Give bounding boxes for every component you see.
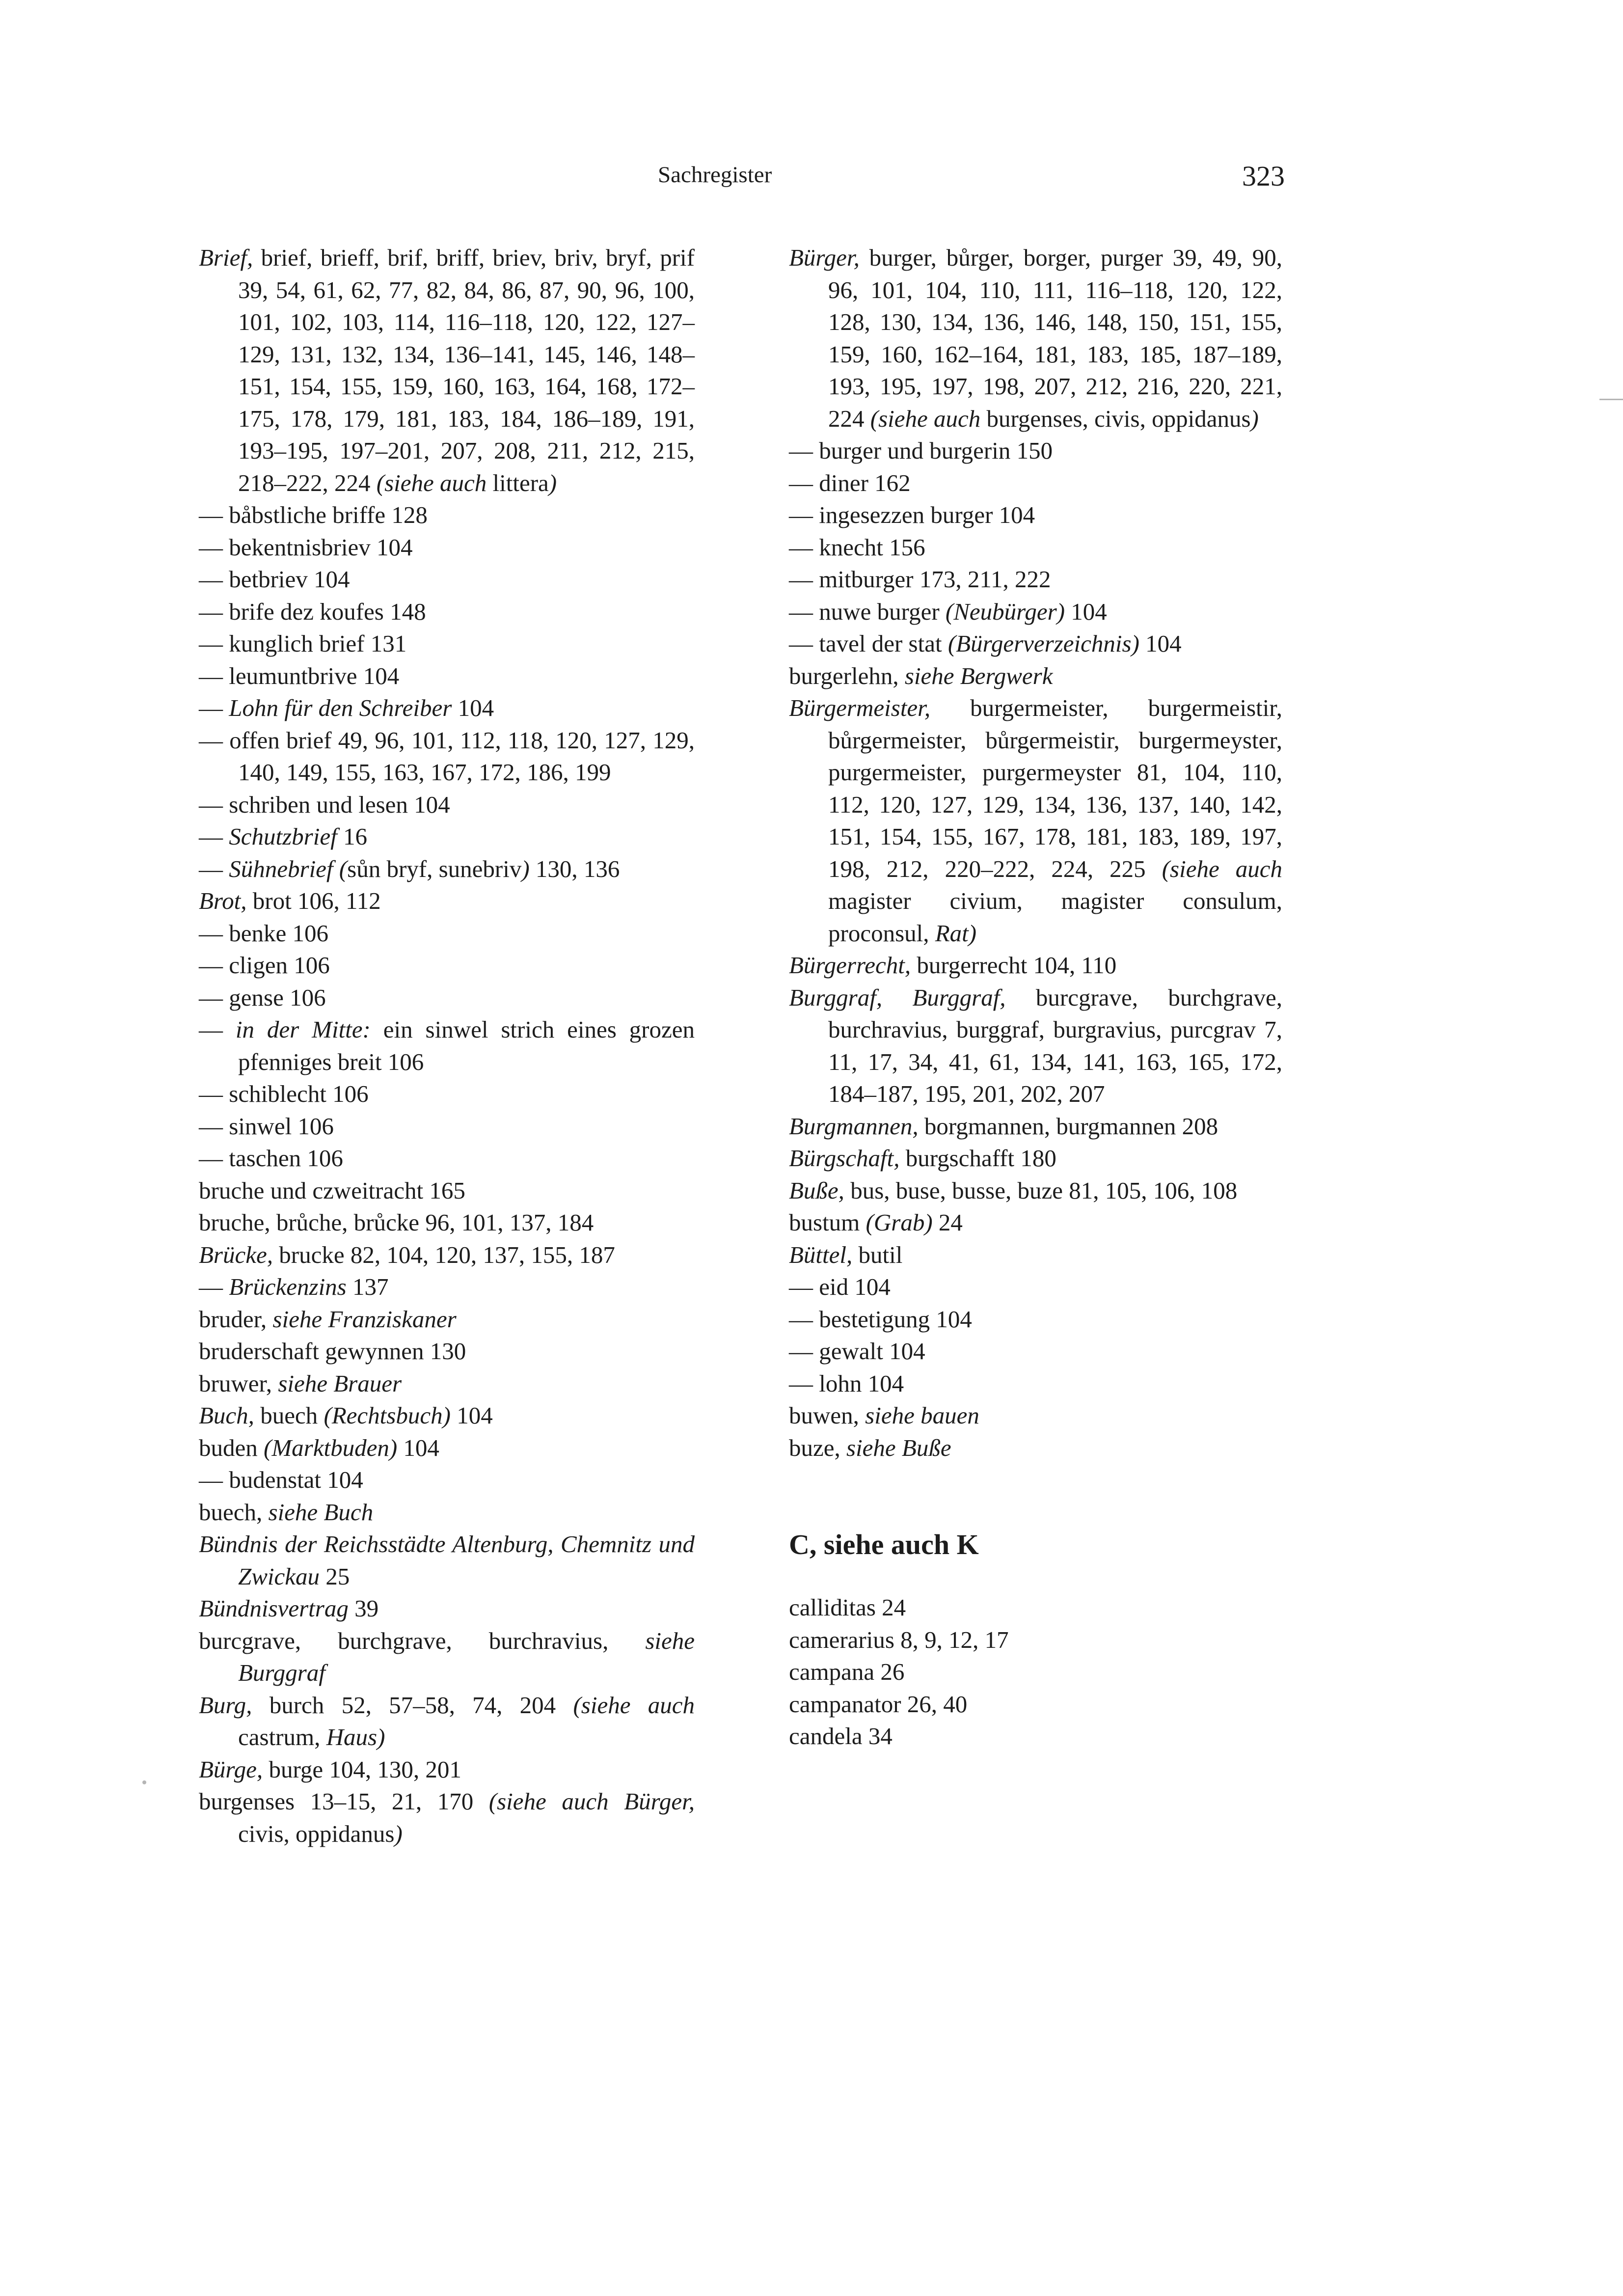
c-entry-4: candela 34 [789,1722,893,1749]
right-entry-20: — lohn 104 [789,1369,904,1397]
left-entry-14: — cligen 106 [199,952,330,979]
left-entry-8: — offen brief 49, 96, 101, 112, 118, 120, 127, 129, 140, 149, 155, 163, 167, 172, 186, 199 [199,726,701,786]
right-entry-21: buwen, siehe bauen [789,1402,979,1429]
left-entry-22: Brücke, brucke 82, 104, 120, 137, 155, 187 [199,1241,615,1268]
left-entry-15: — gense 106 [199,984,326,1011]
right-entry-18: — bestetigung 104 [789,1305,972,1333]
right-entry-8: burgerlehn, siehe Bergwerk [789,662,1053,689]
left-entry-3: — betbriev 104 [199,566,350,593]
left-entry-25: bruderschaft gewynnen 130 [199,1338,466,1365]
left-entry-33: burcgrave, burchgrave, burchravius, siehe Burggraf [199,1627,701,1686]
left-entry-36: burgenses 13–15, 21, 170 (siehe auch Bürger, civis, oppidanus) [199,1788,701,1847]
left-entry-31: Bündnis der Reichsstädte Altenburg, Chemnitz und Zwickau 25 [199,1531,701,1590]
right-entry-5: — mitburger 173, 211, 222 [789,566,1051,593]
c-entry-0: calliditas 24 [789,1594,906,1621]
left-entry-34: Burg, burch 52, 57–58, 74, 204 (siehe auch castrum, Haus) [199,1691,701,1750]
left-entry-16: — in der Mitte: ein sinwel strich eines grozen pfenniges breit 106 [199,1016,701,1075]
left-entry-2: — bekentnisbriev 104 [199,533,413,561]
left-entry-5: — kunglich brief 131 [199,630,407,657]
right-entry-16: Büttel, butil [789,1241,903,1268]
left-entry-28: buden (Marktbuden) 104 [199,1434,439,1461]
left-entry-12: Brot, brot 106, 112 [199,887,381,914]
c-entry-1: camerarius 8, 9, 12, 17 [789,1626,1009,1653]
left-entry-4: — brife dez koufes 148 [199,598,426,625]
right-entry-7: — tavel der stat (Bürgerverzeichnis) 104 [789,630,1182,657]
left-entry-11: — Sühnebrief (sůn bryf, sunebriv) 130, 136 [199,855,620,882]
left-entry-7: — Lohn für den Schreiber 104 [199,694,494,721]
index-entries-c [789,1591,1282,1752]
left-entry-21: bruche, brůche, brůcke 96, 101, 137, 184 [199,1209,594,1236]
right-entry-2: — diner 162 [789,469,911,496]
left-entry-10: — Schutzbrief 16 [199,823,367,850]
margin-dot [142,1780,146,1784]
right-entry-1: — burger und burgerin 150 [789,437,1053,464]
c-entry-2: campana 26 [789,1658,905,1685]
left-entry-27: Buch, buech (Rechtsbuch) 104 [199,1402,493,1429]
right-entry-17: — eid 104 [789,1273,891,1300]
right-entry-22: buze, siehe Buße [789,1434,951,1461]
right-entry-10: Bürgerrecht, burgerrecht 104, 110 [789,952,1117,979]
index-column-right [789,242,1289,1752]
right-entry-13: Bürgschaft, burgschafft 180 [789,1145,1056,1172]
section-heading-c: C, siehe auch K [789,1529,979,1560]
right-entry-9: Bürgermeister, burgermeister, burgermeistir, bůrgermeister, bůrgermeistir, burgermeyster, purgermeister, purgermeyster 81, 104, 110, 112, 120, 127, 129, 134, 136, 137, 140, 142, 151, 154, 155, 167, 178, 181, 183, 189, 197, 198, 212, 220–222, 224, 225 (siehe auch magister civium, magister consulum, proconsul, Rat) [789,694,1289,947]
index-column-left [199,242,701,1850]
left-entry-20: bruche und czweitracht 165 [199,1176,465,1204]
left-entry-23: — Brückenzins 137 [199,1273,389,1300]
left-entry-9: — schriben und lesen 104 [199,791,450,818]
left-entry-32: Bündnisvertrag 39 [199,1595,379,1622]
right-entry-11: Burggraf, Burggraf, burcgrave, burchgrave, burchravius, burggraf, burgravius, purcgrav 7, 11, 17, 34, 41, 61, 134, 141, 163, 165, 172, 184–187, 195, 201, 202, 207 [789,984,1289,1107]
left-entry-1: — båbstliche briffe 128 [199,501,428,528]
left-entry-35: Bürge, burge 104, 130, 201 [199,1755,461,1783]
left-entry-30: buech, siehe Buch [199,1498,374,1526]
right-entry-3: — ingesezzen burger 104 [789,501,1035,528]
right-entry-4: — knecht 156 [789,533,925,561]
right-entry-12: Burgmannen, borgmannen, burgmannen 208 [789,1112,1218,1140]
right-entry-6: — nuwe burger (Neubürger) 104 [789,598,1107,625]
c-entry-3: campanator 26, 40 [789,1690,968,1718]
right-entry-19: — gewalt 104 [789,1338,925,1365]
left-entry-17: — schiblecht 106 [199,1080,369,1107]
left-entry-6: — leumuntbrive 104 [199,662,400,689]
left-entry-29: — budenstat 104 [199,1466,363,1493]
left-entry-19: — taschen 106 [199,1145,343,1172]
left-entry-26: bruwer, siehe Brauer [199,1369,402,1397]
right-entry-0: Bürger, burger, bůrger, borger, purger 39, 49, 90, 96, 101, 104, 110, 111, 116–118, 120, 122, 128, 130, 134, 136, 146, 148, 150, 151, 155, 159, 160, 162–164, 181, 183, 185, 187–189, 193, 195, 197, 198, 207, 212, 216, 220, 221, 224 (siehe auch burgenses, civis, oppidanus) [789,244,1289,432]
running-header: Sachregister [658,162,772,188]
left-entry-24: bruder, siehe Franziskaner [199,1305,457,1333]
left-entry-0: Brief, brief, brieff, brif, briff, briev, briv, bryf, prif 39, 54, 61, 62, 77, 82, 84, 86, 87, 90, 96, 100, 101, 102, 103, 114, 116–118, 120, 122, 127–129, 131, 132, 134, 136–141, 145, 146, 148–151, 154, 155, 159, 160, 163, 164, 168, 172–175, 178, 179, 181, 183, 184, 186–189, 191, 193–195, 197–201, 207, 208, 211, 212, 215, 218–222, 224 (siehe auch littera) [199,244,701,496]
left-entry-13: — benke 106 [199,919,328,947]
right-entry-14: Buße, bus, buse, busse, buze 81, 105, 106, 108 [789,1176,1238,1204]
margin-mark [1599,399,1623,400]
page-number: 323 [1242,160,1285,192]
left-entry-18: — sinwel 106 [199,1112,334,1140]
right-entry-15: bustum (Grab) 24 [789,1209,963,1236]
index-entries-b [789,242,1289,1464]
